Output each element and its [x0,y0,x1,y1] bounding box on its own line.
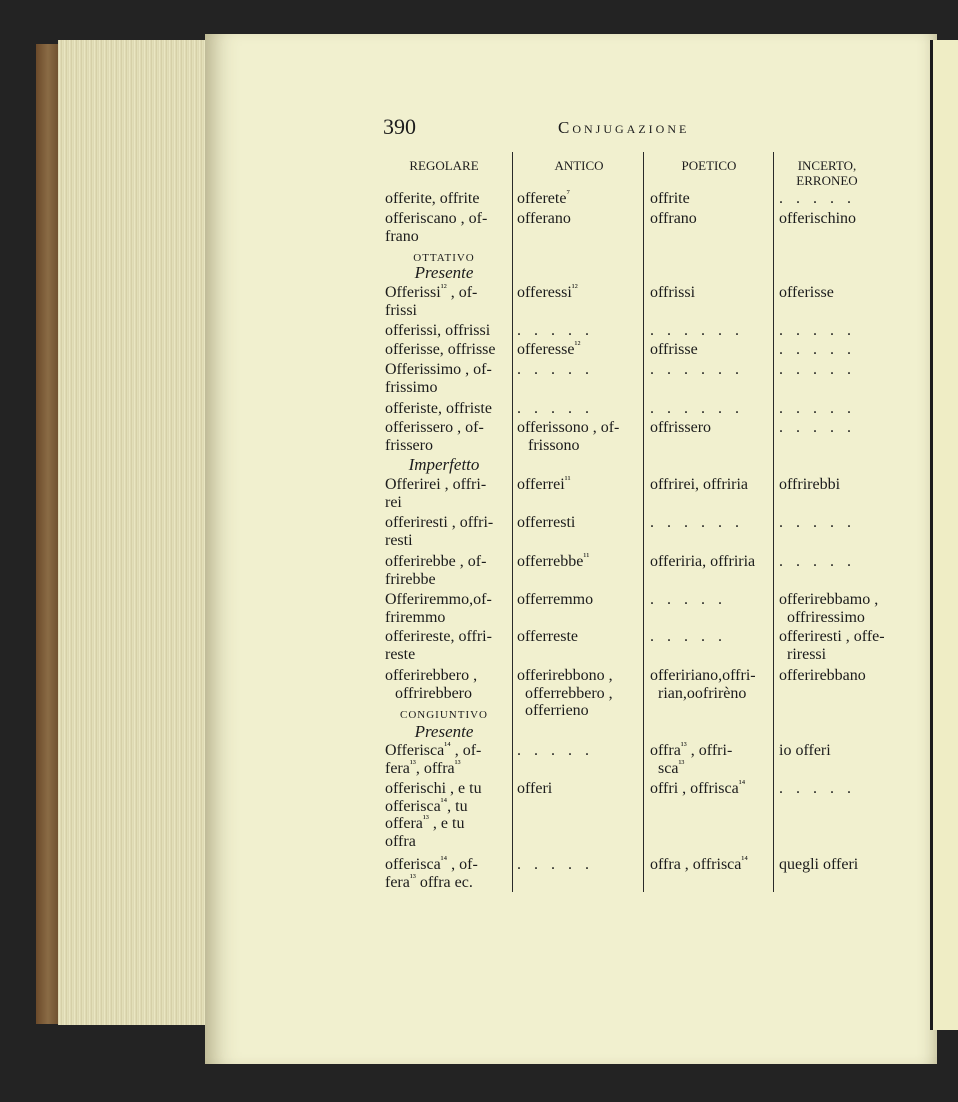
table-cell-antico-placeholder-dots: ..... [517,361,602,378]
table-cell-incerto-placeholder-dots: ..... [779,400,864,417]
table-cell-regolare: frissimo [385,378,438,396]
facing-page-edge [930,40,958,1030]
table-cell-poetico: offra$^{^{13}}$ , offri- [650,740,733,759]
section-heading: CONGIUNTIVO [400,709,488,721]
table-cell-antico: offerete$^{^7}$ [517,188,570,207]
table-cell-regolare: offra [385,832,416,850]
table-cell-incerto-placeholder-dots: ..... [779,514,864,531]
table-cell-antico: offerrebbe$^{^{11}}$ [517,551,590,570]
table-cell-antico: offerremmo [517,591,594,608]
table-cell-regolare: offerisse, offrisse [385,341,496,358]
table-cell-regolare: offerirebbero , [385,667,478,684]
table-cell-antico: offerreste [517,628,578,645]
table-cell-regolare: Offerisca$^{^{14}}$ , of- [385,740,482,759]
table-cell-poetico: offrano [650,210,697,227]
table-cell-regolare: resti [385,531,413,549]
table-cell-incerto-placeholder-dots: ..... [779,419,864,436]
table-cell-poetico: offrite [650,190,690,207]
table-cell-antico: offerrieno [525,702,589,719]
table-cell-antico-placeholder-dots: ..... [517,400,602,417]
table-cell-poetico: sca$^{^{13}}$ [658,758,685,777]
table-cell-regolare: offeriresti , offri- [385,514,494,531]
table-cell-regolare: offerisca$^{^{14}}$ , of- [385,854,478,873]
column-rule [512,152,513,892]
table-cell-regolare: fera$^{^{13}}$ offra ec. [385,872,473,891]
table-cell-regolare: offeriscano , of- [385,210,488,227]
table-cell-poetico-placeholder-dots: ...... [650,361,752,378]
table-cell-regolare: offerisca$^{^{14}}$, tu [385,796,468,815]
table-cell-incerto: offerirebbamo , [779,591,879,608]
page-edges [58,40,218,1025]
table-cell-regolare: offera$^{^{13}}$ , e tu [385,813,465,832]
table-cell-incerto: offerirebbano [779,667,866,684]
table-cell-antico: offerano [517,210,571,227]
table-cell-regolare: friremmo [385,608,446,626]
table-cell-poetico-placeholder-dots: ...... [650,400,752,417]
column-header-regolare: REGOLARE [409,158,479,173]
table-cell-regolare: frano [385,227,419,245]
table-cell-poetico-placeholder-dots: ...... [650,514,752,531]
table-cell-poetico: offrissero [650,419,712,436]
running-head: Conjugazione [558,118,690,137]
table-cell-antico: offerissono , of- [517,419,620,436]
table-cell-regolare: offerite, offrite [385,190,480,207]
table-cell-antico-placeholder-dots: ..... [517,742,602,759]
table-cell-incerto: offeriresti , offe- [779,628,885,645]
table-cell-incerto-placeholder-dots: ..... [779,322,864,339]
table-cell-poetico: rian,oofrirèno [658,684,747,702]
table-cell-regolare: offerirebbe , of- [385,553,487,570]
table-cell-antico: offerrebbero , [525,684,613,702]
section-heading: OTTATIVO [413,252,475,264]
page-number: 390 [383,114,416,139]
table-cell-incerto-placeholder-dots: ..... [779,780,864,797]
table-cell-incerto: io offeri [779,742,831,759]
table-cell-poetico: offrisse [650,341,698,358]
table-cell-incerto: offriressimo [787,608,865,626]
table-cell-poetico: offeririano,offri- [650,667,756,684]
table-cell-regolare: offerissi, offrissi [385,322,491,339]
table-cell-regolare: offerireste, offri- [385,628,492,645]
table-cell-regolare: Offeriremmo,of- [385,591,492,608]
table-cell-incerto: quegli offeri [779,856,859,873]
table-cell-poetico-placeholder-dots: ..... [650,591,735,608]
table-cell-antico: offeressi$^{^{12}}$ [517,282,578,301]
subsection-heading: Presente [414,722,474,741]
table-cell-poetico: offeriria, offriria [650,553,756,570]
column-header-incerto: INCERTO, ERRONEO [796,158,858,188]
column-rule [643,152,644,892]
table-cell-regolare: reste [385,645,416,663]
table-cell-regolare: offeriste, offriste [385,400,492,417]
table-cell-incerto: offrirebbi [779,476,841,493]
table-cell-incerto: offerischino [779,210,857,227]
table-cell-incerto: offerisse [779,284,834,301]
table-cell-incerto-placeholder-dots: ..... [779,341,864,358]
table-cell-poetico-placeholder-dots: ..... [650,628,735,645]
table-cell-antico-placeholder-dots: ..... [517,856,602,873]
table-cell-regolare: frissero [385,436,433,454]
table-cell-regolare: Offerissi$^{^{12}}$ , of- [385,282,478,301]
table-cell-regolare: offerissero , of- [385,419,484,436]
table-cell-antico: frissono [528,436,580,454]
table-cell-antico: offeri [517,780,553,797]
table-cell-antico: offerirebbono , [517,667,613,684]
column-rule [773,152,774,892]
column-header-antico: ANTICO [554,158,604,173]
table-cell-antico: offerrei$^{^{11}}$ [517,474,571,493]
table-cell-poetico: offrissi [650,284,696,301]
table-cell-incerto: riressi [787,645,827,663]
subsection-heading: Presente [414,263,474,282]
table-cell-regolare: Offerissimo , of- [385,361,492,378]
table-cell-regolare: Offerirei , offri- [385,476,487,493]
table-cell-poetico-placeholder-dots: ...... [650,322,752,339]
table-cell-poetico: offri , offrisca$^{^{14}}$ [650,778,746,797]
table-cell-antico-placeholder-dots: ..... [517,322,602,339]
table-cell-poetico: offrirei, offriria [650,476,749,493]
table-cell-regolare: offerischi , e tu [385,780,482,797]
table-cell-regolare: frissi [385,301,417,319]
table-cell-incerto-placeholder-dots: ..... [779,553,864,570]
table-cell-incerto-placeholder-dots: ..... [779,361,864,378]
table-cell-antico: offerresti [517,514,576,531]
table-cell-antico: offeresse$^{^{12}}$ [517,339,581,358]
column-header-poetico: POETICO [681,158,737,173]
book-page [205,34,937,1064]
subsection-heading: Imperfetto [408,455,480,474]
table-cell-regolare: frirebbe [385,570,436,588]
table-cell-regolare: rei [385,493,402,511]
table-cell-incerto-placeholder-dots: ..... [779,190,864,207]
table-cell-regolare: fera$^{^{13}}$, offra$^{^{13}}$ [385,758,461,777]
table-cell-regolare: offrirebbero [395,684,472,702]
table-cell-poetico: offra , offrisca$^{^{14}}$ [650,854,748,873]
